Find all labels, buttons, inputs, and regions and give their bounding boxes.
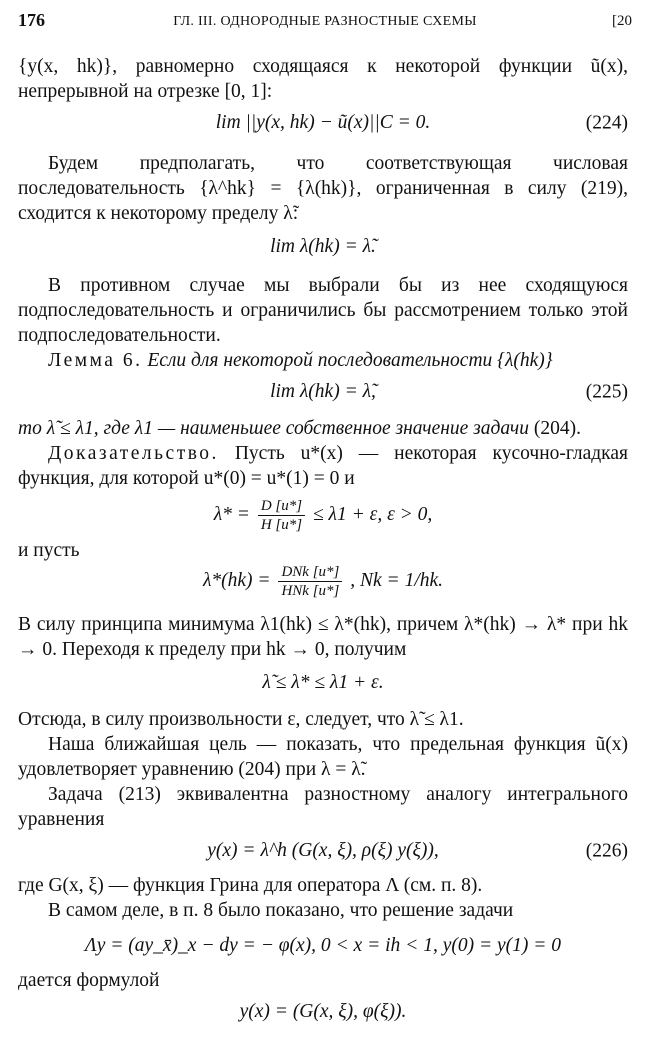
equation-226 xyxy=(18,838,628,863)
equation-225 xyxy=(18,379,628,404)
paragraph-3: В противном случае мы выбрали бы из нее сходящуюся подпоследовательность и ограничились бы рассмотрением только этой подпоследовательности. xyxy=(18,275,628,346)
proof-label: Доказательство. xyxy=(48,443,219,464)
equation-224-body: lim ||y(x, hk) − ũ(x)||C = 0. xyxy=(215,112,431,133)
paragraph-7: Задача (213) эквивалентна разностному аналогу интегрального уравнения xyxy=(18,784,628,830)
proof-paragraph xyxy=(18,441,628,491)
equation-limit-body: lim λ(hk) = λ̃. xyxy=(270,236,376,257)
paragraph-8: где G(x, ξ) — функция Грина для оператора Λ (см. п. 8). xyxy=(18,875,483,896)
equation-inequality xyxy=(18,670,628,695)
lambda-star-fraction xyxy=(258,497,305,534)
and-let-text: и пусть xyxy=(18,540,80,561)
paragraph-10: дается формулой xyxy=(18,970,160,991)
page-body xyxy=(18,54,628,1024)
equation-final-body: y(x) = (G(x, ξ), φ(ξ)). xyxy=(239,1001,407,1022)
equation-225-number: (225) xyxy=(585,381,628,402)
equation-bvp-body: Λy = (ay_x̄)_x − dy = − φ(x), 0 < x = ih < 1, y(0) = y(1) = 0 xyxy=(84,935,562,956)
lambda-star-numerator: D [u*] xyxy=(258,497,305,516)
lemma-conclusion-text: то λ̃ ≤ λ1, где λ1 — наименьшее собственное значение задачи xyxy=(18,418,529,439)
equation-226-body: y(x) = λ^h (G(x, ξ), ρ(ξ) y(ξ)), xyxy=(207,840,439,861)
paragraph-1: {y(x, hk)}, равномерно сходящаяся к некоторой функции ũ(x), непрерывной на отрезке [0, 1]: xyxy=(18,56,628,102)
paragraph-2: Будем предполагать, что соответствующая числовая последовательность {λ^hk} = {λ(hk)}, ограниченная в силу (219), сходится к некоторому пределу λ̃: xyxy=(18,153,628,224)
equation-bvp xyxy=(18,933,628,958)
lambda-star-h-rhs: , Nk = 1/hk. xyxy=(350,569,444,591)
lambda-star-rhs: ≤ λ1 + ε, ε > 0, xyxy=(312,503,433,525)
equation-lambda-star-h xyxy=(18,563,628,600)
equation-225-body: lim λ(hk) = λ̃, xyxy=(270,381,376,402)
lambda-star-h-denominator: HNk [u*] xyxy=(281,583,340,599)
equation-224-number: (224) xyxy=(585,112,628,133)
lambda-star-h-fraction xyxy=(278,563,342,600)
proof-text: Пусть u*(x) — некоторая кусочно-гладкая функция, для которой u*(0) = u*(1) = 0 и xyxy=(18,443,628,489)
equation-limit xyxy=(18,234,628,259)
equation-226-number: (226) xyxy=(585,840,628,861)
paragraph-6: Наша ближайшая цель — показать, что предельная функция ũ(x) удовлетворяет уравнению (204) при λ = λ̃. xyxy=(18,734,628,780)
lambda-star-denominator: H [u*] xyxy=(260,517,303,533)
chapter-title: ГЛ. III. ОДНОРОДНЫЕ РАЗНОСТНЫЕ СХЕМЫ xyxy=(173,14,477,29)
paragraph-4: В силу принципа минимума λ1(hk) ≤ λ*(hk), причем λ*(hk) → λ* при hk → 0. Переходя к пределу при hk → 0, получим xyxy=(18,614,628,660)
lemma-6 xyxy=(18,348,628,373)
paragraph-9: В самом деле, в п. 8 было показано, что решение задачи xyxy=(48,900,514,921)
lemma-reference: (204). xyxy=(533,418,581,439)
lambda-star-h-numerator: DNk [u*] xyxy=(278,563,342,582)
section-ref: [20 xyxy=(612,13,632,29)
equation-inequality-body: λ̃ ≤ λ* ≤ λ1 + ε. xyxy=(262,672,384,693)
lambda-star-lhs: λ* = xyxy=(213,503,250,525)
lambda-star-h-lhs: λ*(hk) = xyxy=(202,569,271,591)
equation-final xyxy=(18,999,628,1024)
page-number: 176 xyxy=(18,10,45,30)
lemma-statement: Если для некоторой последовательности {λ(hk)} xyxy=(147,350,553,371)
paragraph-5: Отсюда, в силу произвольности ε, следует, что λ̃ ≤ λ1. xyxy=(18,709,464,730)
lemma-conclusion xyxy=(18,416,628,441)
equation-224 xyxy=(18,110,628,135)
running-header xyxy=(18,4,632,30)
lemma-label: Лемма 6. xyxy=(48,350,143,371)
equation-lambda-star xyxy=(18,497,628,534)
